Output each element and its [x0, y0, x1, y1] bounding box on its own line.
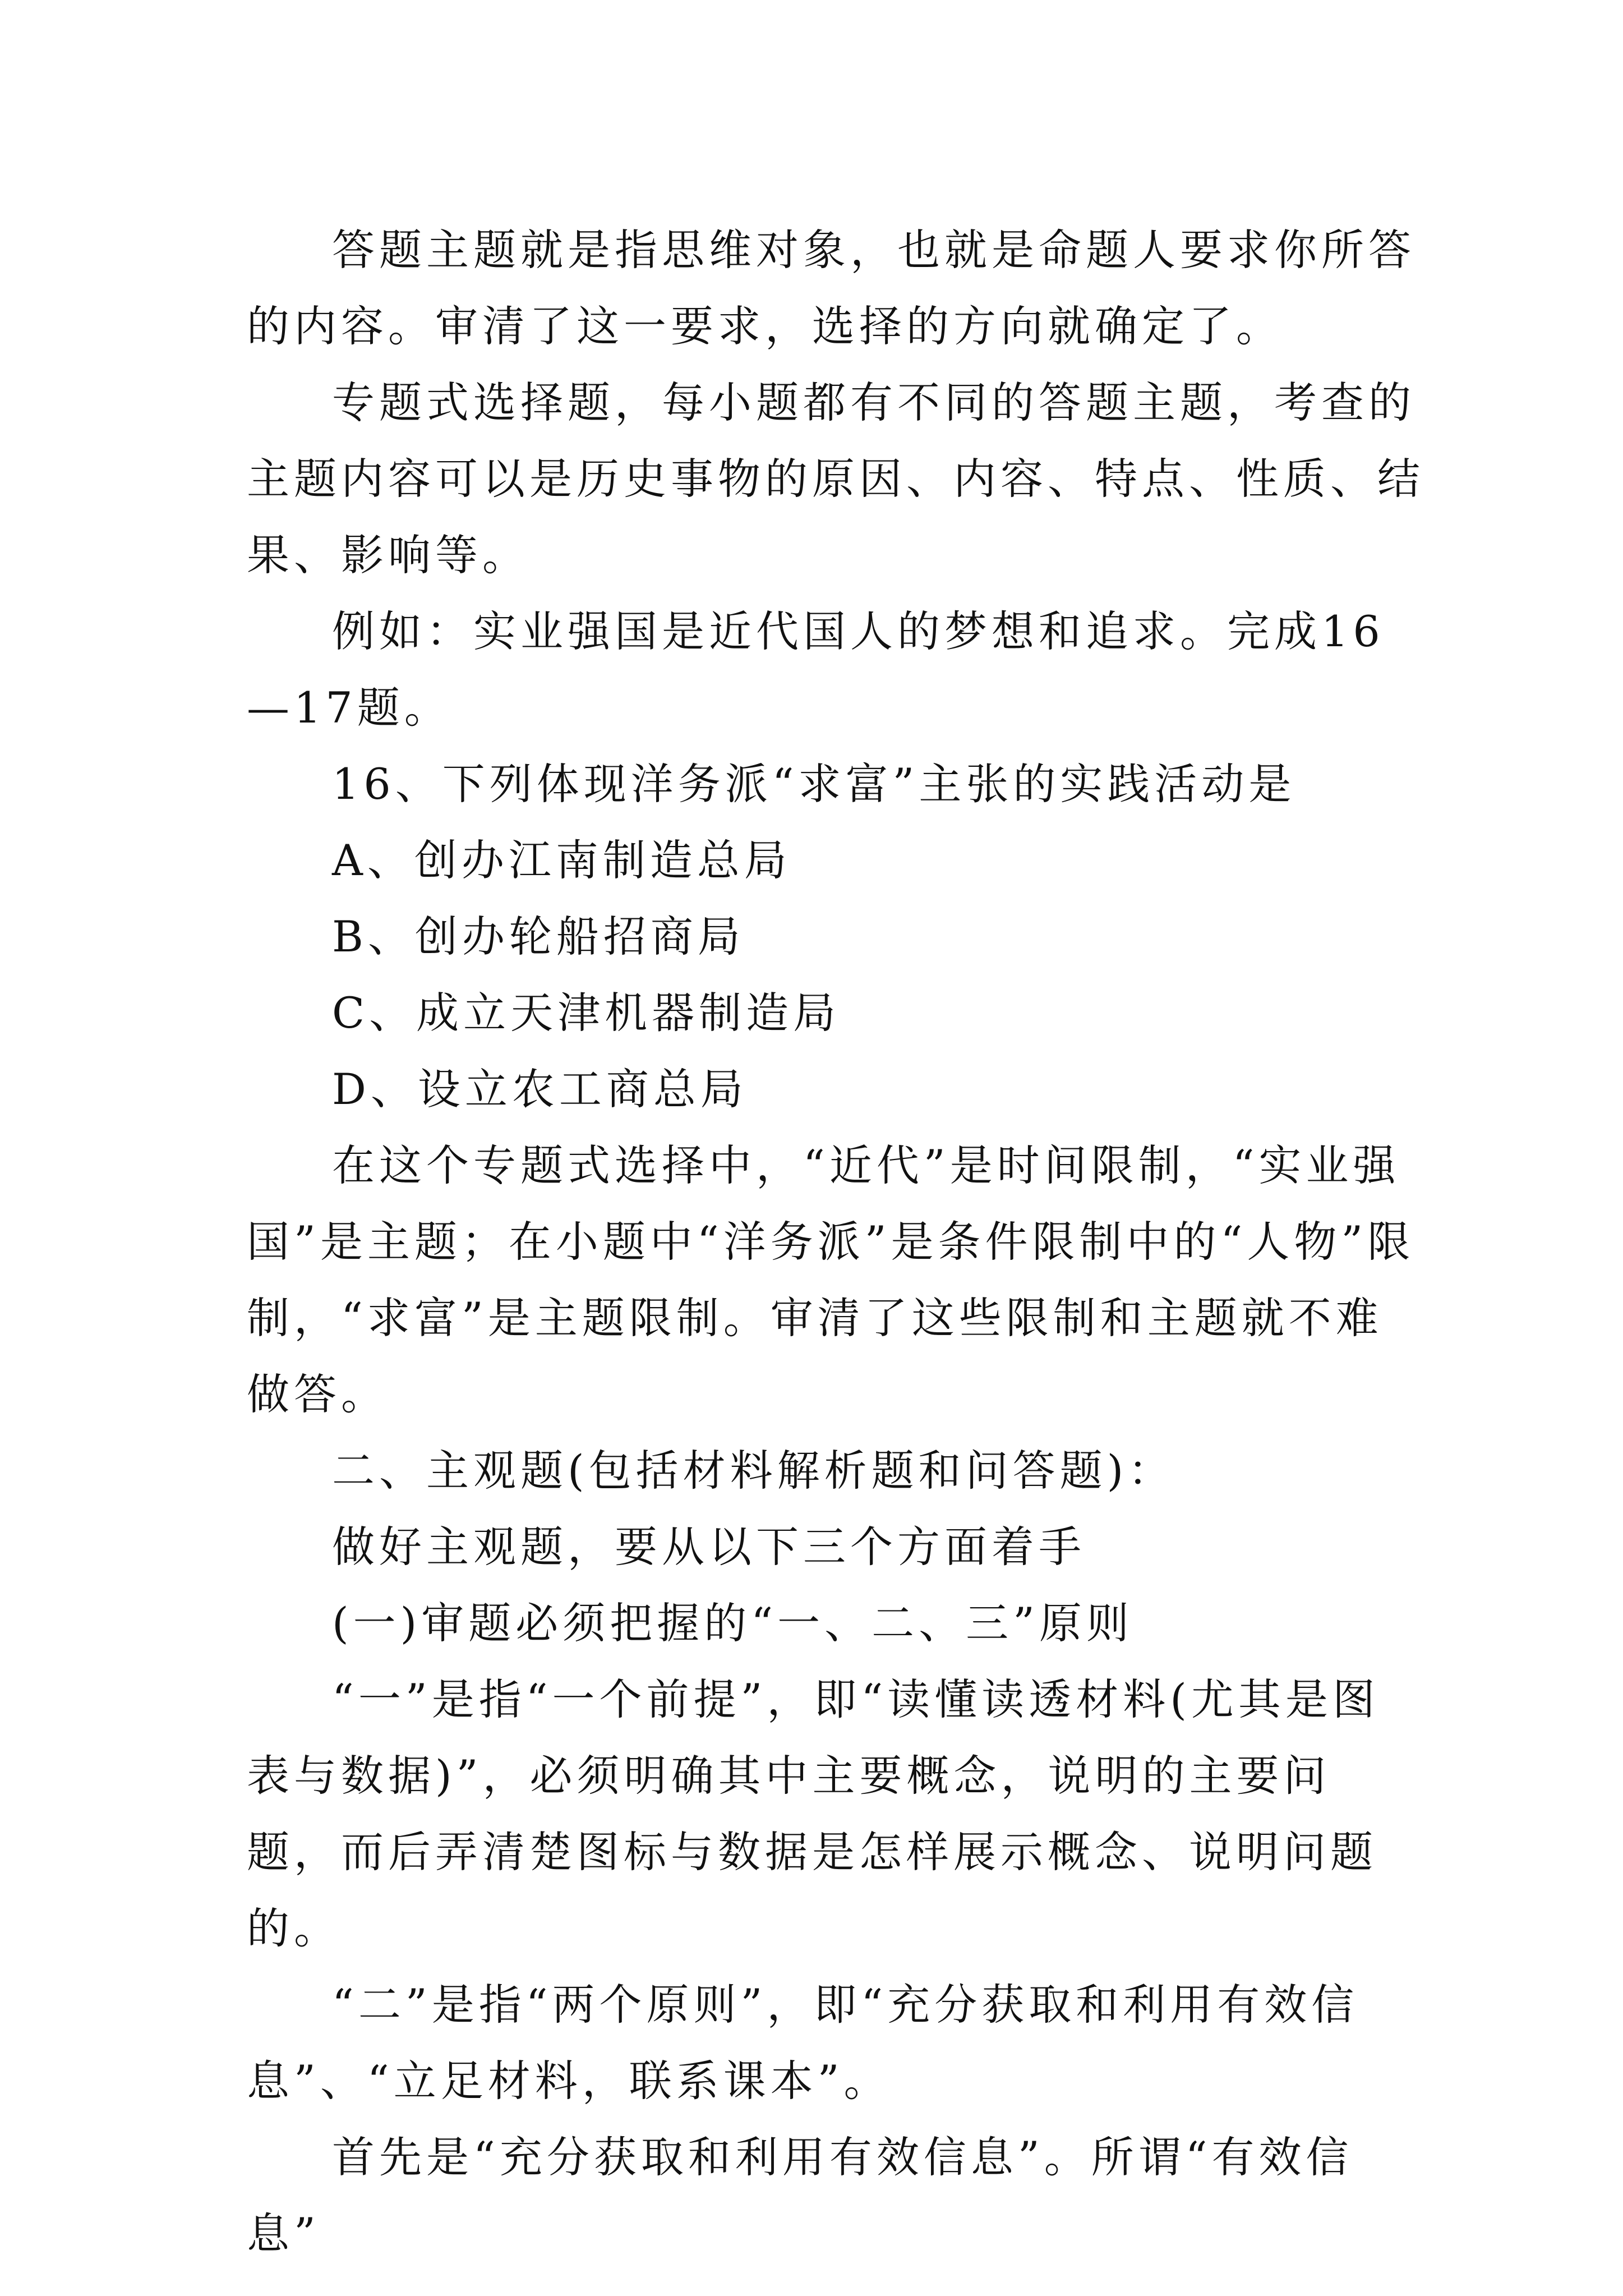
- option-a: A、创办江南制造总局: [332, 835, 791, 885]
- paragraph-topic-choice: 专题式选择题，每小题都有不同的答题主题，考查的主题内容可以是历史事物的原因、内容、特点、性质、结果、影响等。: [247, 378, 1424, 580]
- subheading-principles: (一)审题必须把握的“一、二、三”原则: [332, 1598, 1134, 1648]
- option-c: C、成立天津机器制造局: [332, 988, 841, 1038]
- paragraph-answer-theme: 答题主题就是指思维对象，也就是命题人要求你所答的内容。审清了这一要求，选择的方向就确定了。: [247, 225, 1415, 351]
- body-text: [247, 212, 1424, 2272]
- option-b: B、创办轮船招商局: [332, 912, 745, 961]
- paragraph-effective-info: 首先是“充分获取和利用有效信息”。所谓“有效信息”: [247, 2132, 1353, 2258]
- option-d: D、设立农工商总局: [332, 1064, 748, 1114]
- section-heading-subjective: 二、主观题(包括材料解析题和问答题)：: [332, 1446, 1175, 1496]
- question-16: 16、下列体现洋务派“求富”主张的实践活动是: [332, 759, 1296, 809]
- paragraph-one-premise: “一”是指“一个前提”，即“读懂读透材料(尤其是图表与数据)”，必须明确其中主要概念，说明的主要问题，而后弄清楚图标与数据是怎样展示概念、说明问题的。: [247, 1674, 1380, 1953]
- paragraph-three-aspects: 做好主观题，要从以下三个方面着手: [332, 1522, 1086, 1572]
- paragraph-two-principles: “二”是指“两个原则”，即“充分获取和利用有效信息”、“立足材料，联系课本”。: [247, 1980, 1359, 2106]
- paragraph-analysis: 在这个专题式选择中，“近代”是时间限制，“实业强国”是主题；在小题中“洋务派”是条件限制中的“人物”限制，“求富”是主题限制。审清了这些限制和主题就不难做答。: [247, 1140, 1415, 1419]
- paragraph-example: 例如：实业强国是近代国人的梦想和追求。完成16—17题。: [247, 606, 1385, 733]
